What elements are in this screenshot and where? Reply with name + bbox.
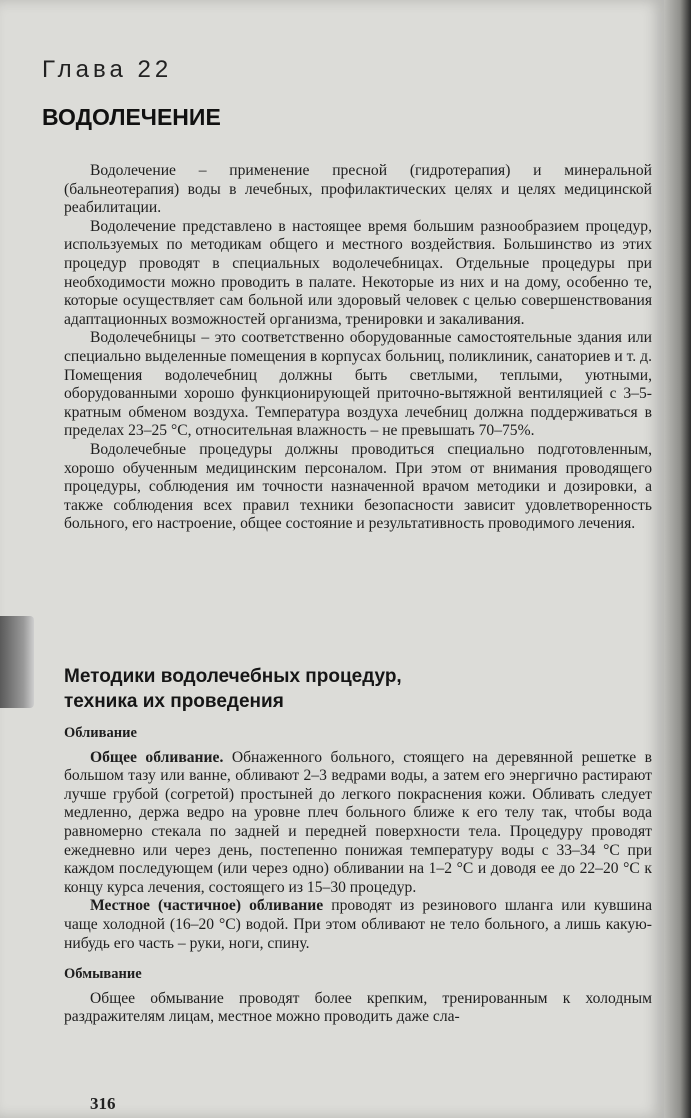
chapter-label: Глава 22	[42, 56, 173, 83]
section-heading-line-1: Методики водолечебных процедур,	[64, 666, 402, 687]
subheading-oblivanie: Обливание	[64, 725, 137, 741]
subheading-obmyvanie: Обмывание	[64, 966, 142, 983]
paragraph-1: Водолечение – применение пресной (гидротерапия) и минеральной (бальнеотерапия) воды в лечебных, профилактических целях и целях медицинской реабилитации.	[64, 162, 652, 217]
methods-text	[64, 724, 652, 1027]
book-edge	[664, 0, 691, 1118]
intro-text	[64, 162, 652, 534]
lead-general-oblivanie: Общее обливание.	[90, 748, 224, 766]
text-general-oblivanie: Обнаженного больного, стоящего на деревянной решетке в большом тазу или ванне, обливают 2–3 ведрами воды, а затем его энергично растирают лучше грубой (согретой) простыней до легкого покраснения кожи. Обливать следует медленно, держа ведро на уровне плеч больного ближе к его телу так, чтобы вода равномерно стекала по задней и передней поверхности тела. Процедуру проводят ежедневно или через день, постепенно понижая температуру воды с 33–34 °С при каждом последующем (или через одно) обливании на 1–2 °С и доводя ее до 22–20 °С к концу курса лечения, состоящего из 15–30 процедур.	[64, 748, 653, 896]
paragraph-4: Водолечебные процедуры должны проводиться специально подготовленным, хорошо обученным медицинским персоналом. При этом от внимания проводящего процедуры, соблюдения им точности назначенной врачом методики и дозировки, а также соблюдения всех правил техники безопасности зависит удовлетворенность больного, его настроение, общее состояние и результативность проводимого лечения.	[64, 440, 652, 533]
text-local-oblivanie: проводят из резинового шланга или кувшина чаще холодной (16–20 °С) водой. При этом обливают не тело больного, а лишь какую-нибудь его часть – руки, ноги, спину.	[64, 897, 652, 952]
paragraph-3: Водолечебницы – это соответственно оборудованные самостоятельные здания или специально выделенные помещения в корпусах больниц, поликлиник, санаториев и т. д. Помещения водолечебниц должны быть светлыми, теплыми, уютными, оборудованными хорошо функционирующей приточно-вытяжной вентиляцией с 3–5-кратным обменом воздуха. Температура воздуха лечебниц должна поддерживаться в пределах 23–25 °С, относительная влажность – не превышать 70–75%.	[64, 329, 652, 440]
section-heading-line-2: техника их проведения	[64, 691, 284, 712]
section-heading	[64, 664, 624, 714]
page-edge-tab	[0, 616, 34, 708]
paragraph-obmyvanie: Общее обмывание проводят более крепким, тренированным к холодным раздражителям лицам, местное можно проводить даже сла-	[64, 989, 652, 1026]
paragraph-local-oblivanie	[64, 897, 652, 953]
page-number: 316	[90, 1094, 116, 1113]
paragraph-general-oblivanie	[64, 749, 652, 898]
paragraph-2: Водолечение представлено в настоящее время большим разнообразием процедур, используемых по методикам общего и местного воздействия. Большинство из этих процедур проводят в специальных водолечебницах. Отдельные процедуры при необходимости можно проводить в палате. Некоторые из них и на дому, особенно те, которые осуществляет сам больной или здоровый человек с целью совершенствования адаптационных возможностей организма, тренировки и закаливания.	[64, 217, 652, 328]
lead-local-oblivanie: Местное (частичное) обливание	[90, 897, 324, 915]
chapter-title: ВОДОЛЕЧЕНИЕ	[42, 104, 221, 130]
